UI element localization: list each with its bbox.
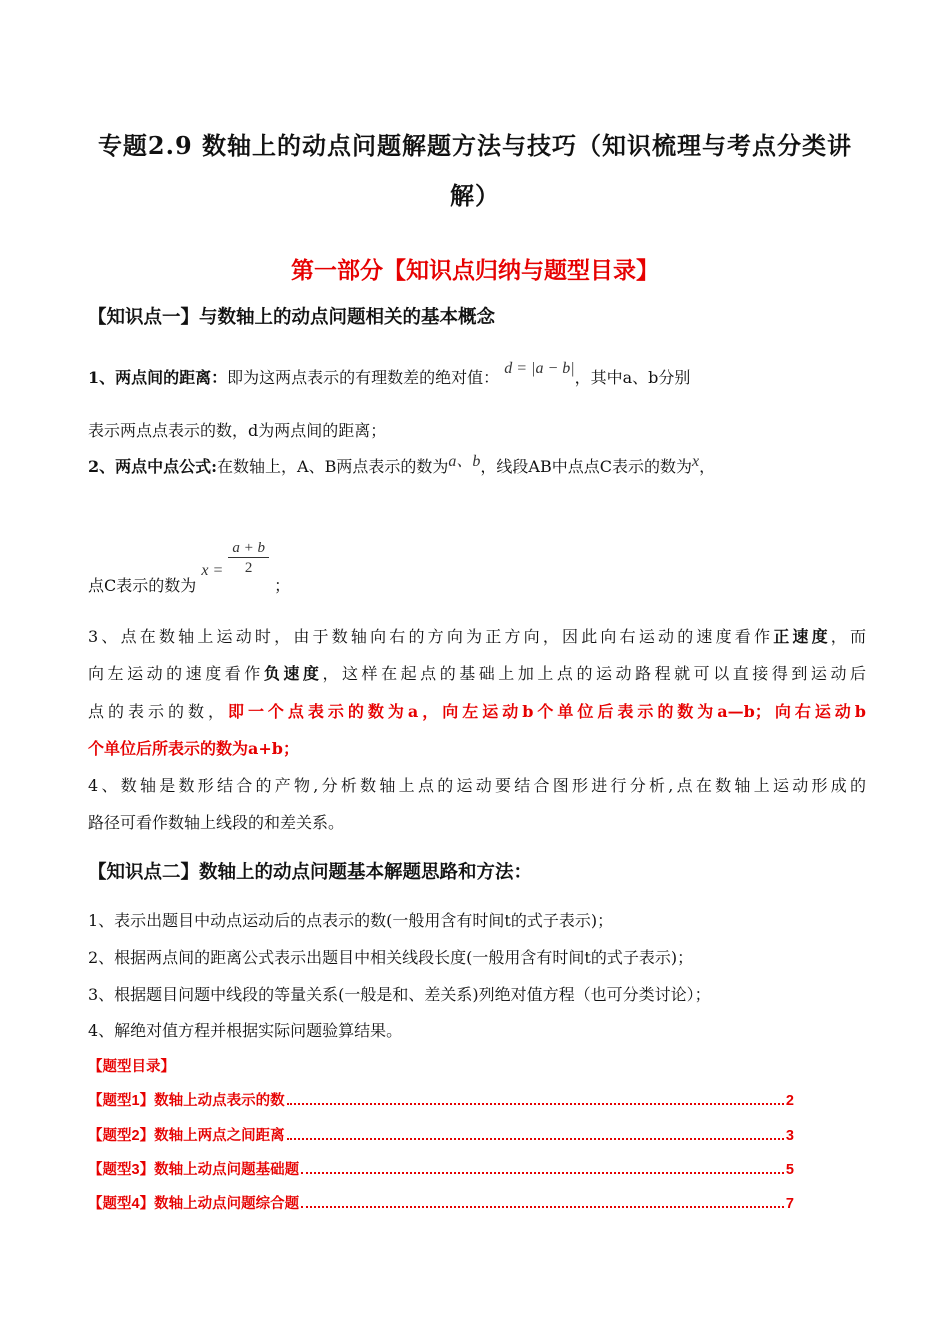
kp2-step-3: 3、根据题目问题中线段的等量关系(一般是和、差关系)列绝对值方程（也可分类讨论）； <box>88 985 711 1004</box>
ab-symbols: a、b <box>448 453 481 470</box>
toc-item-page: 2 <box>785 1093 794 1109</box>
kp1-item3-rule: 即一个点表示的数为a，向左运动b个单位后表示的数为a—b；向右运动b <box>227 702 866 721</box>
kp1-item2 <box>88 455 866 479</box>
toc-item-label: 【题型3】数轴上动点问题基础题 <box>88 1162 300 1178</box>
kp1-item3-l1a: 3、点在数轴上运动时，由于数轴向右的方向为正方向，因此向右运动的速度看作 <box>88 627 774 646</box>
kp2-heading: 【知识点二】数轴上的动点问题基本解题思路和方法： <box>88 862 533 883</box>
toc-leader <box>287 1137 784 1140</box>
kp1-item1-label: 1、两点间的距离： <box>88 368 228 387</box>
distance-formula: d = |a − b| <box>504 360 575 377</box>
toc-item[interactable] <box>88 1089 794 1110</box>
kp1-item1-tail: ，其中a、b分别 <box>574 368 691 387</box>
toc-item-page: 5 <box>785 1162 794 1178</box>
toc-leader <box>287 1102 784 1105</box>
toc-item-label: 【题型4】数轴上动点问题综合题 <box>88 1196 300 1212</box>
toc-item[interactable] <box>88 1158 794 1179</box>
frac-denominator: 2 <box>228 557 269 577</box>
kp1-item1-line2: 表示两点点表示的数，d为两点间的距离； <box>88 421 387 440</box>
frac-lhs: x = <box>201 562 224 579</box>
part1-title: 第一部分【知识点归纳与题型目录】 <box>291 257 659 284</box>
positive-speed: 正速度 <box>773 627 831 646</box>
kp1-item3-line2 <box>88 662 866 685</box>
toc-item-page: 3 <box>785 1128 794 1144</box>
frac-numerator: a + b <box>232 540 265 556</box>
kp1-item3-l2b: ，这样在起点的基础上加上点的运动路程就可以直接得到运动后 <box>322 664 866 683</box>
kp1-item1 <box>88 360 866 390</box>
toc-item-page: 7 <box>785 1196 794 1212</box>
kp1-item4-line1: 4、数轴是数形结合的产物,分析数轴上点的运动要结合图形进行分析,点在数轴上运动形成的 <box>88 776 866 795</box>
kp1-item1-text: 即为这两点表示的有理数差的绝对值： <box>227 368 500 387</box>
kp1-heading: 【知识点一】与数轴上的动点问题相关的基本概念 <box>88 307 496 328</box>
kp1-item2-line2 <box>88 540 866 595</box>
kp2-step-2: 2、根据两点间的距离公式表示出题目中相关线段长度(一般用含有时间t的式子表示)； <box>88 948 694 967</box>
kp1-item3-rule-cont: 个单位后所表示的数为a+b； <box>88 739 299 758</box>
negative-speed: 负速度 <box>263 664 323 683</box>
toc-item[interactable] <box>88 1192 794 1213</box>
kp1-item4-line2: 路径可看作数轴上线段的和差关系。 <box>88 813 345 832</box>
kp2-step-1: 1、表示出题目中动点运动后的点表示的数(一般用含有时间t的式子表示)； <box>88 911 614 930</box>
kp1-item3-line4 <box>88 737 866 760</box>
kp1-item3-l3a: 点的表示的数， <box>88 702 228 721</box>
toc-item-label: 【题型2】数轴上两点之间距离 <box>88 1128 285 1144</box>
kp1-item2-line2-end: ； <box>274 576 291 595</box>
x-symbol: x <box>691 453 700 470</box>
kp1-item3-line1 <box>88 625 866 648</box>
kp1-item2-end: ， <box>699 457 716 476</box>
toc-leader <box>301 1171 784 1174</box>
kp1-item2-line2-pre: 点C表示的数为 <box>88 576 197 595</box>
kp1-item2-text: 在数轴上，A、B两点表示的数为 <box>217 457 449 476</box>
kp1-item3-l1b: ，而 <box>830 627 866 646</box>
doc-title-line1: 专题2.9 数轴上的动点问题解题方法与技巧（知识梳理与考点分类讲 <box>97 131 853 160</box>
toc-item[interactable] <box>88 1124 794 1145</box>
kp1-item2-mid: ，线段AB中点点C表示的数为 <box>480 457 692 476</box>
midpoint-fraction <box>228 540 269 577</box>
toc-leader <box>301 1205 784 1208</box>
toc-heading: 【题型目录】 <box>88 1059 175 1075</box>
kp2-step-4: 4、解绝对值方程并根据实际问题验算结果。 <box>88 1021 403 1040</box>
doc-title-line2: 解） <box>450 181 500 210</box>
kp1-item3-line3 <box>88 700 866 723</box>
kp1-item2-label: 2、两点中点公式: <box>88 457 218 476</box>
toc-item-label: 【题型1】数轴上动点表示的数 <box>88 1093 285 1109</box>
kp1-item3-l2a: 向左运动的速度看作 <box>88 664 264 683</box>
